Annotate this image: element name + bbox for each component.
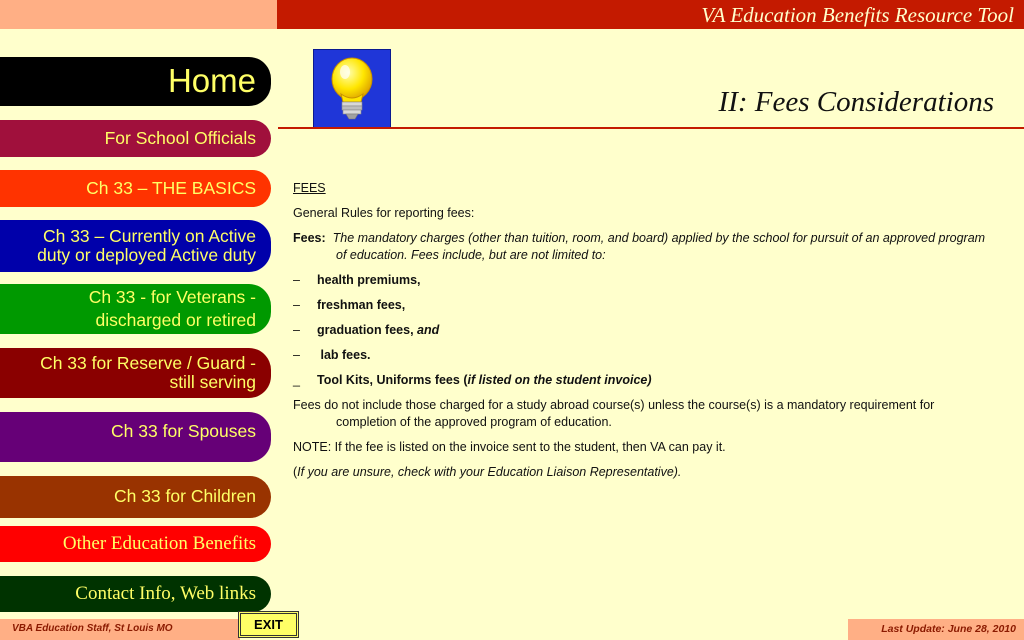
fees-definition [293, 230, 993, 264]
list-item: – graduation fees, and [293, 323, 440, 337]
page-title: II: Fees Considerations [718, 86, 994, 118]
unsure-text: (If you are unsure, check with your Education Liaison Representative). [293, 465, 682, 479]
list-item-text: lab fees. [317, 348, 371, 362]
general-rules-text: General Rules for reporting fees: [293, 206, 475, 220]
nav-veterans-line1: Ch 33 - for Veterans - [88, 287, 256, 308]
nav-contact-info-label: Contact Info, Web links [75, 582, 256, 604]
nav-school-officials[interactable] [0, 120, 271, 157]
nav-ch33-children[interactable] [0, 476, 271, 518]
nav-school-officials-label: For School Officials [104, 127, 256, 148]
footer-left-bar [0, 619, 240, 640]
nav-ch33-basics[interactable] [0, 170, 271, 207]
nav-spouses-label: Ch 33 for Spouses [111, 421, 256, 441]
nav-ch33-active-duty[interactable] [0, 220, 271, 272]
list-item: _ Tool Kits, Uniforms fees (if listed on the student invoice) [293, 373, 652, 387]
nav-veterans-line2: discharged or retired [95, 310, 256, 330]
light-bulb-graphic [325, 56, 379, 122]
exit-button[interactable]: EXIT [238, 611, 299, 638]
light-bulb-icon [313, 49, 391, 128]
nav-other-benefits[interactable] [0, 526, 271, 562]
header-left-bar [0, 0, 277, 29]
list-item: – lab fees. [293, 348, 371, 362]
nav-children-label: Ch 33 for Children [113, 486, 256, 507]
nav-home[interactable] [0, 57, 271, 106]
title-divider [278, 127, 1024, 129]
list-item: – freshman fees, [293, 298, 406, 312]
nav-active-duty-line1: Ch 33 – Currently on Active [42, 225, 256, 246]
list-item-text: freshman fees, [317, 298, 406, 312]
nav-reserve-line1: Ch 33 for Reserve / Guard - [40, 352, 256, 373]
footer-credit: VBA Education Staff, St Louis MO [12, 623, 173, 634]
list-item-text: Tool Kits, Uniforms fees ( [317, 373, 468, 387]
section-heading: FEES [293, 181, 326, 195]
main-content [293, 180, 993, 489]
app-title: VA Education Benefits Resource Tool [701, 3, 1014, 27]
fees-definition-text: The mandatory charges (other than tuition, room, and board) applied by the school for pursuit of an approved program of education. Fees include, but are not limited to: [332, 231, 986, 262]
list-item-text: health premiums, [317, 273, 421, 287]
list-item-text: graduation fees, [317, 323, 418, 337]
nav-ch33-basics-label: Ch 33 – THE BASICS [86, 177, 256, 198]
nav-contact-info[interactable] [0, 576, 271, 612]
nav-other-benefits-label: Other Education Benefits [62, 532, 256, 554]
footer-right-bar [848, 619, 1024, 640]
nav-ch33-veterans[interactable] [0, 284, 271, 334]
last-update: Last Update: June 28, 2010 [881, 623, 1016, 635]
nav-ch33-reserve[interactable] [0, 348, 271, 398]
list-item-emphasis: if listed on the student invoice) [467, 373, 652, 387]
nav-reserve-line2: still serving [169, 372, 256, 392]
nav-home-label: Home [167, 62, 256, 100]
nav-active-duty-line2: duty or deployed Active duty [37, 245, 256, 265]
fees-label: Fees: [293, 231, 326, 245]
list-item: – health premiums, [293, 273, 421, 287]
exclusion-text: Fees do not include those charged for a study abroad course(s) unless the course(s) is a mandatory requirement for completion of the approved program of education. [293, 398, 935, 429]
note-text: NOTE: If the fee is listed on the invoice sent to the student, then VA can pay it. [293, 440, 726, 454]
header-right-bar [277, 0, 1024, 29]
nav-ch33-spouses[interactable] [0, 412, 271, 462]
list-item-emphasis: and [417, 323, 440, 337]
